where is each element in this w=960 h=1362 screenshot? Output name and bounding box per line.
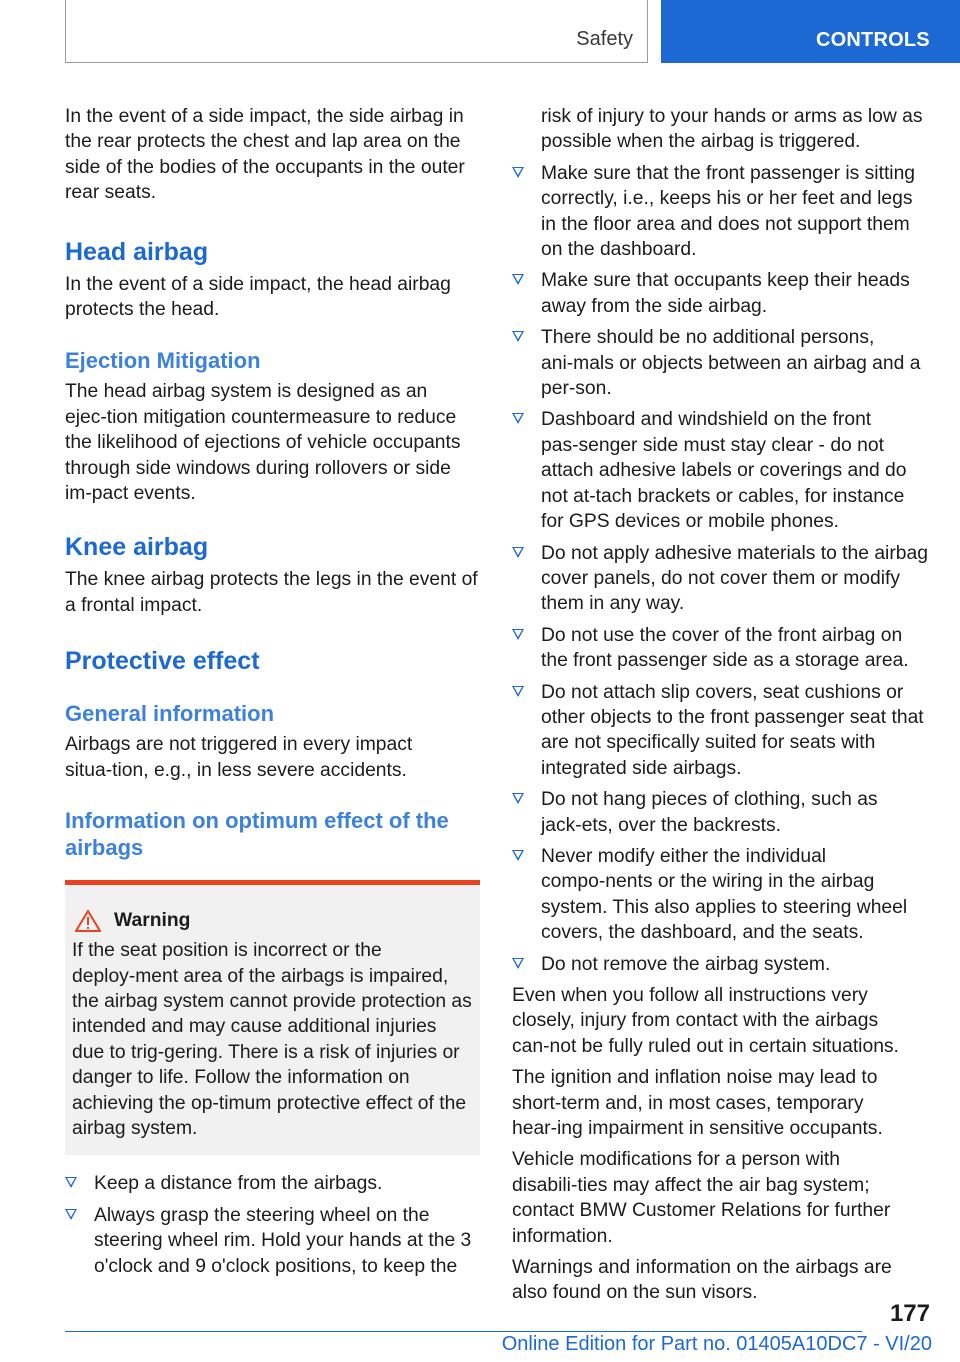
ejection-text: The head airbag system is designed as an ejec‑tion mitigation countermeasure to reduce the likelihood of ejections of vehicle occupants through side windows during rollovers or side im‑pact events. xyxy=(65,381,461,505)
right-column xyxy=(512,104,932,1306)
left-column xyxy=(65,104,480,1285)
triangle-bullet-icon xyxy=(512,274,524,285)
warning-title: Warning xyxy=(114,910,191,932)
list-item: Do not apply adhesive materials to the airbag cover panels, do not cover them or modify them in any way. xyxy=(512,541,932,617)
heading-head-airbag: Head airbag xyxy=(65,237,209,266)
header-section-box xyxy=(65,0,648,63)
left-bullet-list xyxy=(65,1171,480,1279)
triangle-bullet-icon xyxy=(512,958,524,969)
list-item: Make sure that occupants keep their heads away from the side airbag. xyxy=(512,268,932,319)
knee-airbag-text: The knee airbag protects the legs in the event of a frontal impact. xyxy=(65,569,478,616)
intro-paragraph: In the event of a side impact, the side airbag in the rear protects the chest and lap area on the side of the bodies of the occupants in the outer rear seats. xyxy=(65,106,465,204)
head-airbag-text: In the event of a side impact, the head airbag protects the head. xyxy=(65,273,451,321)
triangle-bullet-icon xyxy=(512,413,524,424)
paragraph-modifications: Vehicle modifications for a person with disabili‑ties may affect the air bag system; contact BMW Customer Relations for further information. xyxy=(512,1149,891,1247)
triangle-bullet-icon xyxy=(65,1177,77,1188)
list-item: Do not use the cover of the front airbag on the front passenger side as a storage area. xyxy=(512,623,932,674)
general-information-text: Airbags are not triggered in every impact situa‑tion, e.g., in less severe accidents. xyxy=(65,734,413,781)
list-item: Always grasp the steering wheel on the steering wheel rim. Hold your hands at the 3 o'clock and 9 o'clock positions, to keep the xyxy=(65,1203,480,1279)
triangle-bullet-icon xyxy=(65,1209,77,1220)
triangle-bullet-icon xyxy=(512,167,524,178)
triangle-bullet-icon xyxy=(512,686,524,697)
triangle-bullet-icon xyxy=(512,793,524,804)
warning-header xyxy=(72,909,472,933)
list-item: Keep a distance from the airbags. xyxy=(65,1171,480,1196)
list-item: Dashboard and windshield on the front pas‑senger side must stay clear - do not attach adhesive labels or coverings and do not at‑tach brackets or cables, for instance for GPS devices or mobile phones. xyxy=(512,407,932,534)
heading-optimum-effect: Information on optimum effect of the airbags xyxy=(65,808,449,861)
footer-divider xyxy=(65,1331,862,1332)
footer-edition: Online Edition for Part no. 01405A10DC7 - VI/20 xyxy=(501,1333,932,1355)
triangle-bullet-icon xyxy=(512,331,524,342)
header-chapter-tab: CONTROLS xyxy=(661,0,960,63)
triangle-bullet-icon xyxy=(512,850,524,861)
list-item: Never modify either the individual compo‑nents or the wiring in the airbag system. This also applies to steering wheel covers, the dashboard, and the seats. xyxy=(512,844,932,946)
paragraph-injury: Even when you follow all instructions very closely, injury from contact with the airbags can‑not be fully ruled out in certain situations. xyxy=(512,985,899,1057)
list-item: Do not hang pieces of clothing, such as jack‑ets, over the backrests. xyxy=(512,787,932,838)
heading-ejection-mitigation: Ejection Mitigation xyxy=(65,348,261,374)
continued-bullet-text: risk of injury to your hands or arms as low as possible when the airbag is triggered. xyxy=(541,106,923,153)
heading-protective-effect: Protective effect xyxy=(65,647,260,676)
warning-text: If the seat position is incorrect or the deploy‑ment area of the airbags is impaired, the airbag system cannot provide protection as intended and may cause additional injuries due to trig‑gering. There is a risk of injuries or danger to life. Follow the information on achieving the op‑timum protective effect of the airbag system. xyxy=(72,940,472,1139)
heading-knee-airbag: Knee airbag xyxy=(65,533,209,562)
list-item: Do not remove the airbag system. xyxy=(512,952,932,977)
heading-general-information: General information xyxy=(65,701,275,727)
right-bullet-list xyxy=(512,161,932,977)
triangle-bullet-icon xyxy=(512,547,524,558)
paragraph-sun-visors: Warnings and information on the airbags are also found on the sun visors. xyxy=(512,1257,892,1304)
warning-box xyxy=(65,880,480,1155)
list-item: There should be no additional persons, ani‑mals or objects between an airbag and a per‑son. xyxy=(512,325,932,401)
warning-triangle-icon xyxy=(74,909,102,933)
page-number: 177 xyxy=(889,1300,930,1327)
paragraph-noise: The ignition and inflation noise may lead to short-term and, in most cases, temporary hear‑ing impairment in sensitive occupants. xyxy=(512,1067,883,1140)
list-item: Do not attach slip covers, seat cushions or other objects to the front passenger seat that are not specifically suited for seats with integrated side airbags. xyxy=(512,680,932,782)
triangle-bullet-icon xyxy=(512,629,524,640)
list-item: Make sure that the front passenger is sitting correctly, i.e., keeps his or her feet and legs in the floor area and does not support them on the dashboard. xyxy=(512,161,932,263)
header-section-label: Safety xyxy=(576,28,633,50)
